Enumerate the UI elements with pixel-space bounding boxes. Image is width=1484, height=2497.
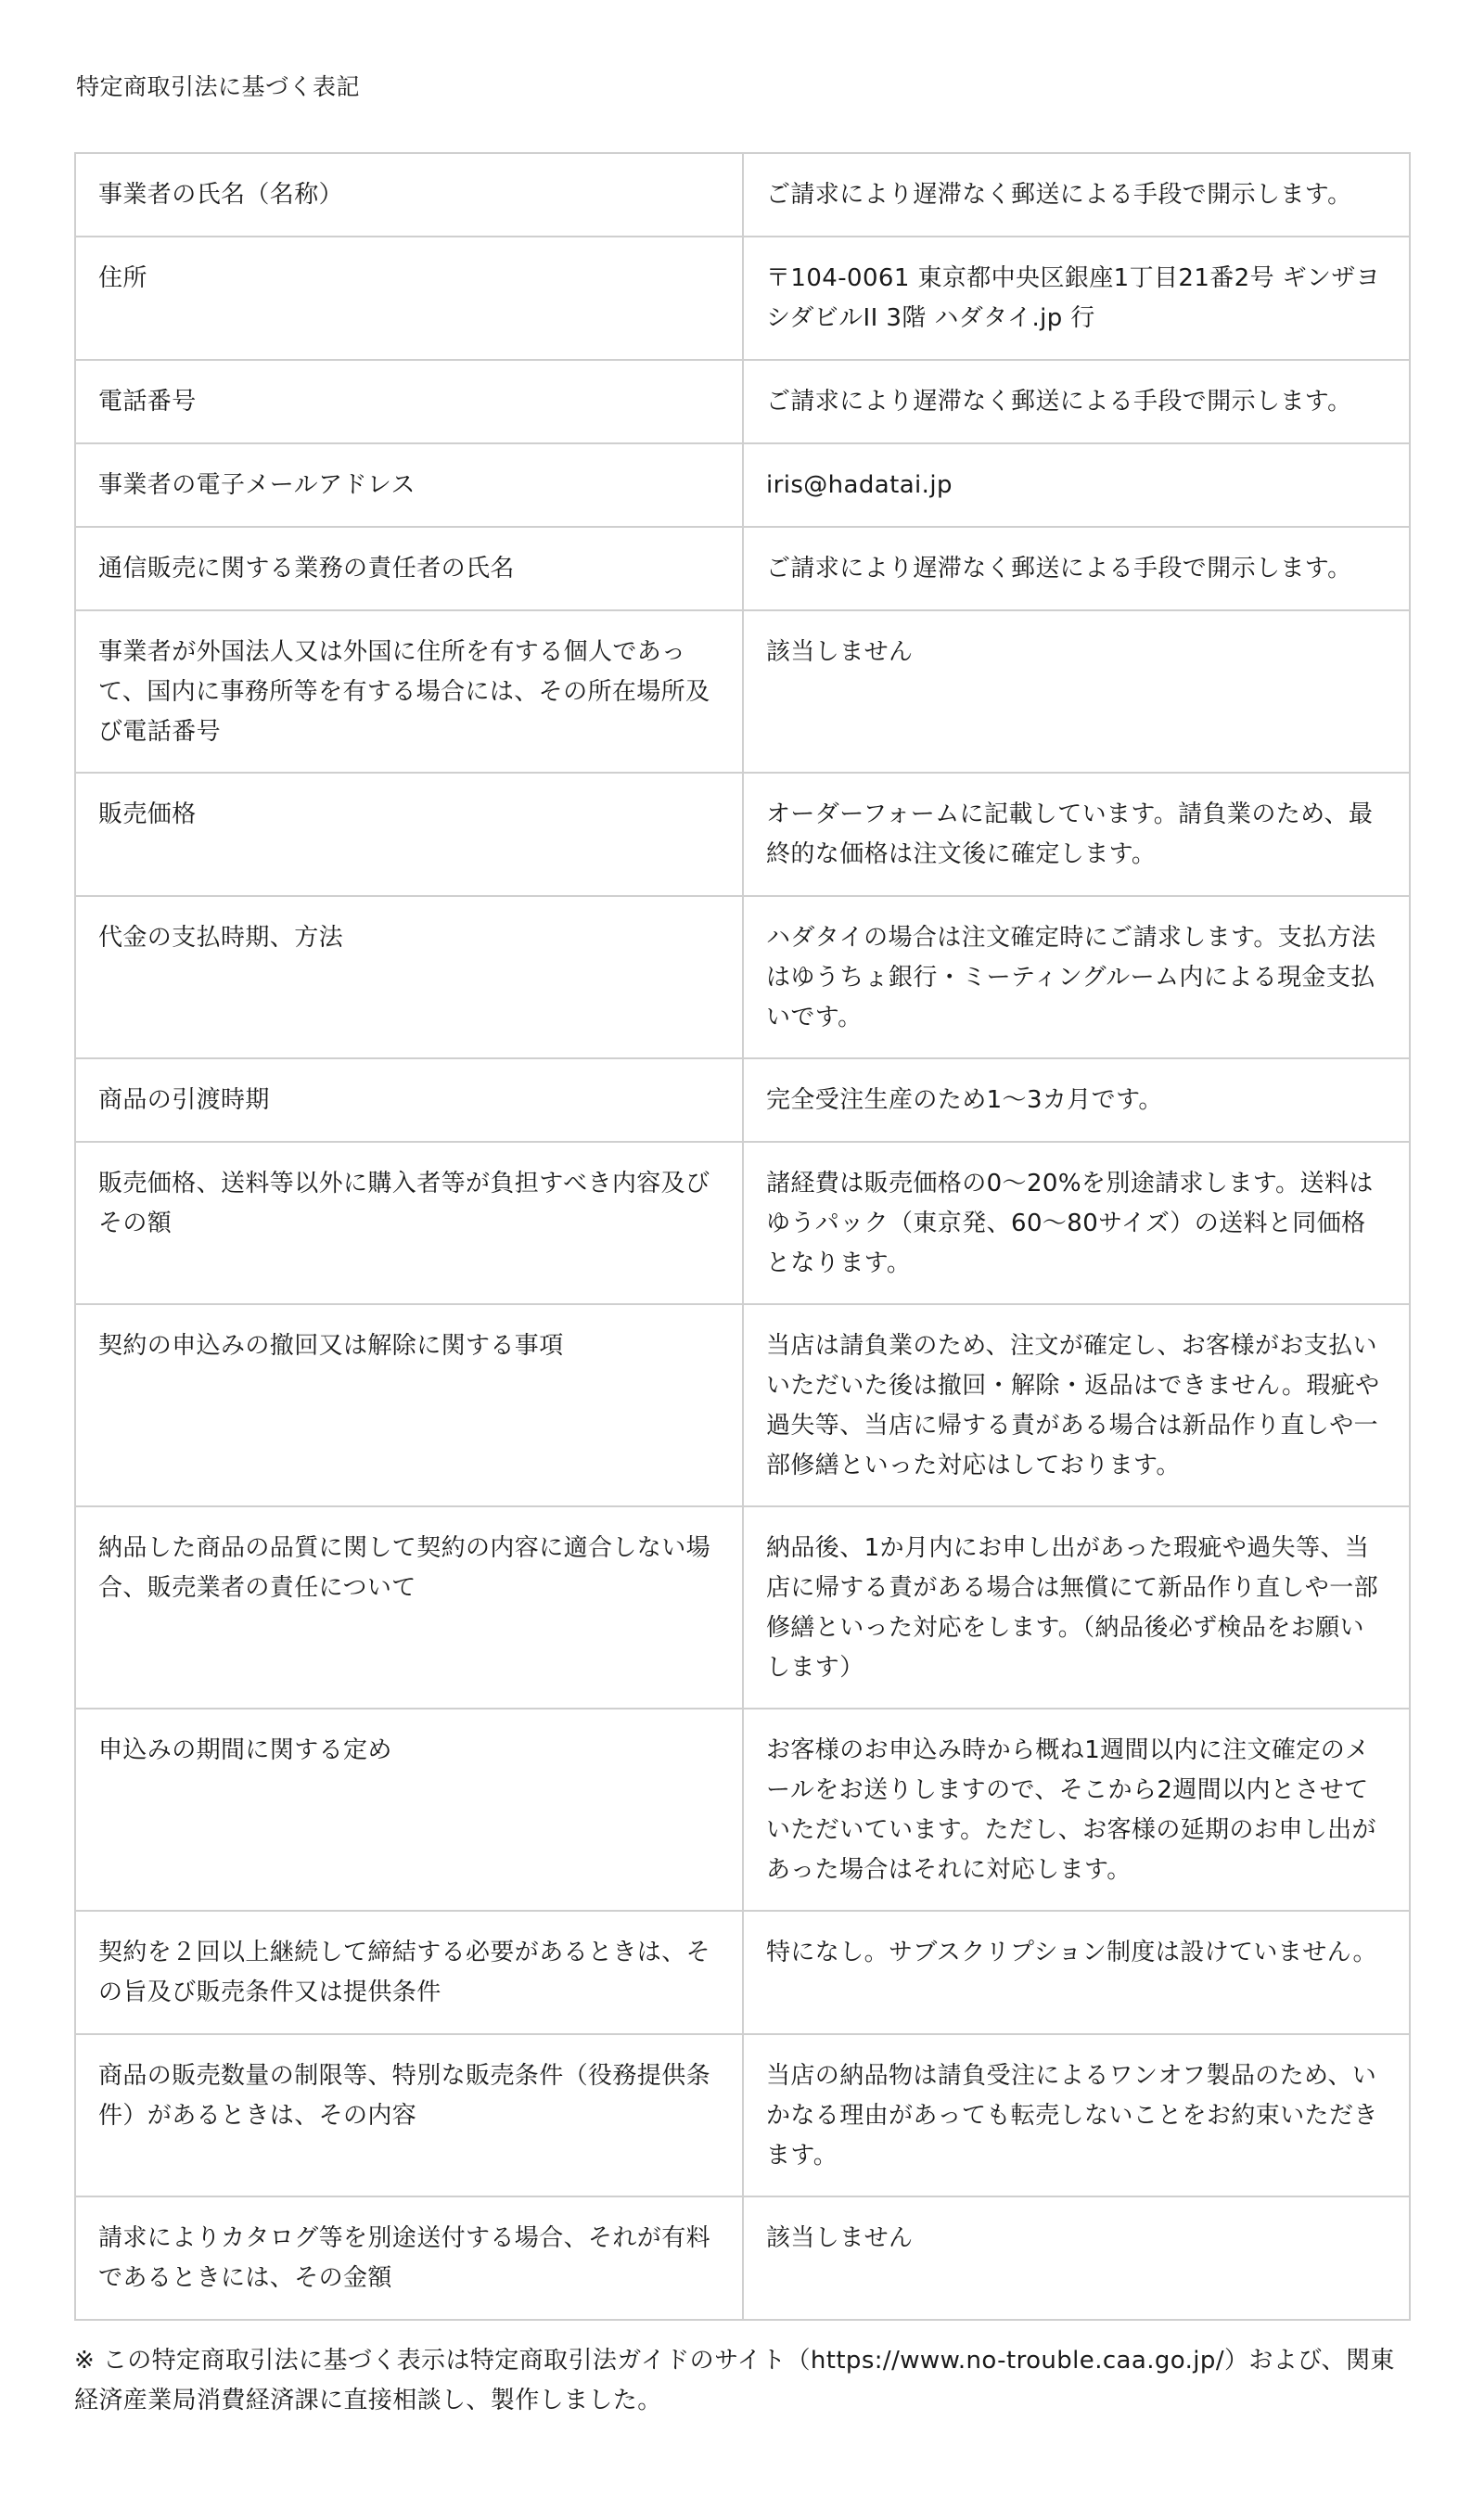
row-label: 通信販売に関する業務の責任者の氏名: [75, 527, 743, 610]
row-label: 事業者の氏名（名称）: [75, 153, 743, 237]
table-row: [75, 237, 1410, 360]
row-value: 当店の納品物は請負受注によるワンオフ製品のため、いかなる理由があっても転売しないことをお約束いただきます。: [743, 2034, 1410, 2196]
row-label: 電話番号: [75, 360, 743, 443]
page-title: 特定商取引法に基づく表記: [76, 73, 361, 100]
row-label: 納品した商品の品質に関して契約の内容に適合しない場合、販売業者の責任について: [75, 1506, 743, 1709]
row-value: 完全受注生産のため1〜3カ月です。: [743, 1058, 1410, 1142]
row-label: 販売価格、送料等以外に購入者等が負担すべき内容及びその額: [75, 1142, 743, 1304]
table-row: [75, 443, 1410, 527]
table-row: [75, 896, 1410, 1058]
table-row: [75, 1058, 1410, 1142]
row-label: 請求によりカタログ等を別途送付する場合、それが有料であるときには、その金額: [75, 2196, 743, 2320]
row-value: お客様のお申込み時から概ね1週間以内に注文確定のメールをお送りしますので、そこから2週間以内とさせていただいています。ただし、お客様の延期のお申し出があった場合はそれに対応します。: [743, 1709, 1410, 1911]
table-row: [75, 1709, 1410, 1911]
row-value: ご請求により遅滞なく郵送による手段で開示します。: [743, 153, 1410, 237]
table-row: [75, 1142, 1410, 1304]
row-label: 申込みの期間に関する定め: [75, 1709, 743, 1911]
table-row: [75, 153, 1410, 237]
row-value: 諸経費は販売価格の0〜20%を別途請求します。送料はゆうパック（東京発、60〜80サイズ）の送料と同価格となります。: [743, 1142, 1410, 1304]
table-row: [75, 1911, 1410, 2034]
row-value: ご請求により遅滞なく郵送による手段で開示します。: [743, 527, 1410, 610]
row-value: 該当しません: [743, 2196, 1410, 2320]
row-label: 契約の申込みの撤回又は解除に関する事項: [75, 1304, 743, 1506]
row-value: 〒104-0061 東京都中央区銀座1丁目21番2号 ギンザヨシダビルII 3階 ハダタイ.jp 行: [743, 237, 1410, 360]
disclosure-table: [74, 152, 1411, 2321]
table-row: [75, 360, 1410, 443]
table-row: [75, 1304, 1410, 1506]
table-row: [75, 610, 1410, 773]
table-row: [75, 2196, 1410, 2320]
row-label: 販売価格: [75, 773, 743, 896]
row-label: 契約を２回以上継続して締結する必要があるときは、その旨及び販売条件又は提供条件: [75, 1911, 743, 2034]
row-label: 商品の販売数量の制限等、特別な販売条件（役務提供条件）があるときは、その内容: [75, 2034, 743, 2196]
row-value: オーダーフォームに記載しています。請負業のため、最終的な価格は注文後に確定します。: [743, 773, 1410, 896]
row-value: ハダタイの場合は注文確定時にご請求します。支払方法はゆうちょ銀行・ミーティングルーム内による現金支払いです。: [743, 896, 1410, 1058]
table-row: [75, 773, 1410, 896]
row-value: 該当しません: [743, 610, 1410, 773]
row-label: 住所: [75, 237, 743, 360]
row-label: 商品の引渡時期: [75, 1058, 743, 1142]
row-value: 納品後、1か月内にお申し出があった瑕疵や過失等、当店に帰する責がある場合は無償にて新品作り直しや一部修繕といった対応をします。（納品後必ず検品をお願いします）: [743, 1506, 1410, 1709]
footnote: ※ この特定商取引法に基づく表示は特定商取引法ガイドのサイト（https://www.no-trouble.caa.go.jp/）および、関東経済産業局消費経済課に直接相談し、製作しました。: [74, 2347, 1395, 2414]
row-value: 特になし。サブスクリプション制度は設けていません。: [743, 1911, 1410, 2034]
row-label: 事業者の電子メールアドレス: [75, 443, 743, 527]
row-value[interactable]: iris@hadatai.jp: [743, 443, 1410, 527]
row-value: 当店は請負業のため、注文が確定し、お客様がお支払いいただいた後は撤回・解除・返品はできません。瑕疵や過失等、当店に帰する責がある場合は新品作り直しや一部修繕といった対応はしております。: [743, 1304, 1410, 1506]
table-row: [75, 1506, 1410, 1709]
table-row: [75, 527, 1410, 610]
table-row: [75, 2034, 1410, 2196]
row-label: 代金の支払時期、方法: [75, 896, 743, 1058]
row-value: ご請求により遅滞なく郵送による手段で開示します。: [743, 360, 1410, 443]
row-label: 事業者が外国法人又は外国に住所を有する個人であって、国内に事務所等を有する場合には、その所在場所及び電話番号: [75, 610, 743, 773]
